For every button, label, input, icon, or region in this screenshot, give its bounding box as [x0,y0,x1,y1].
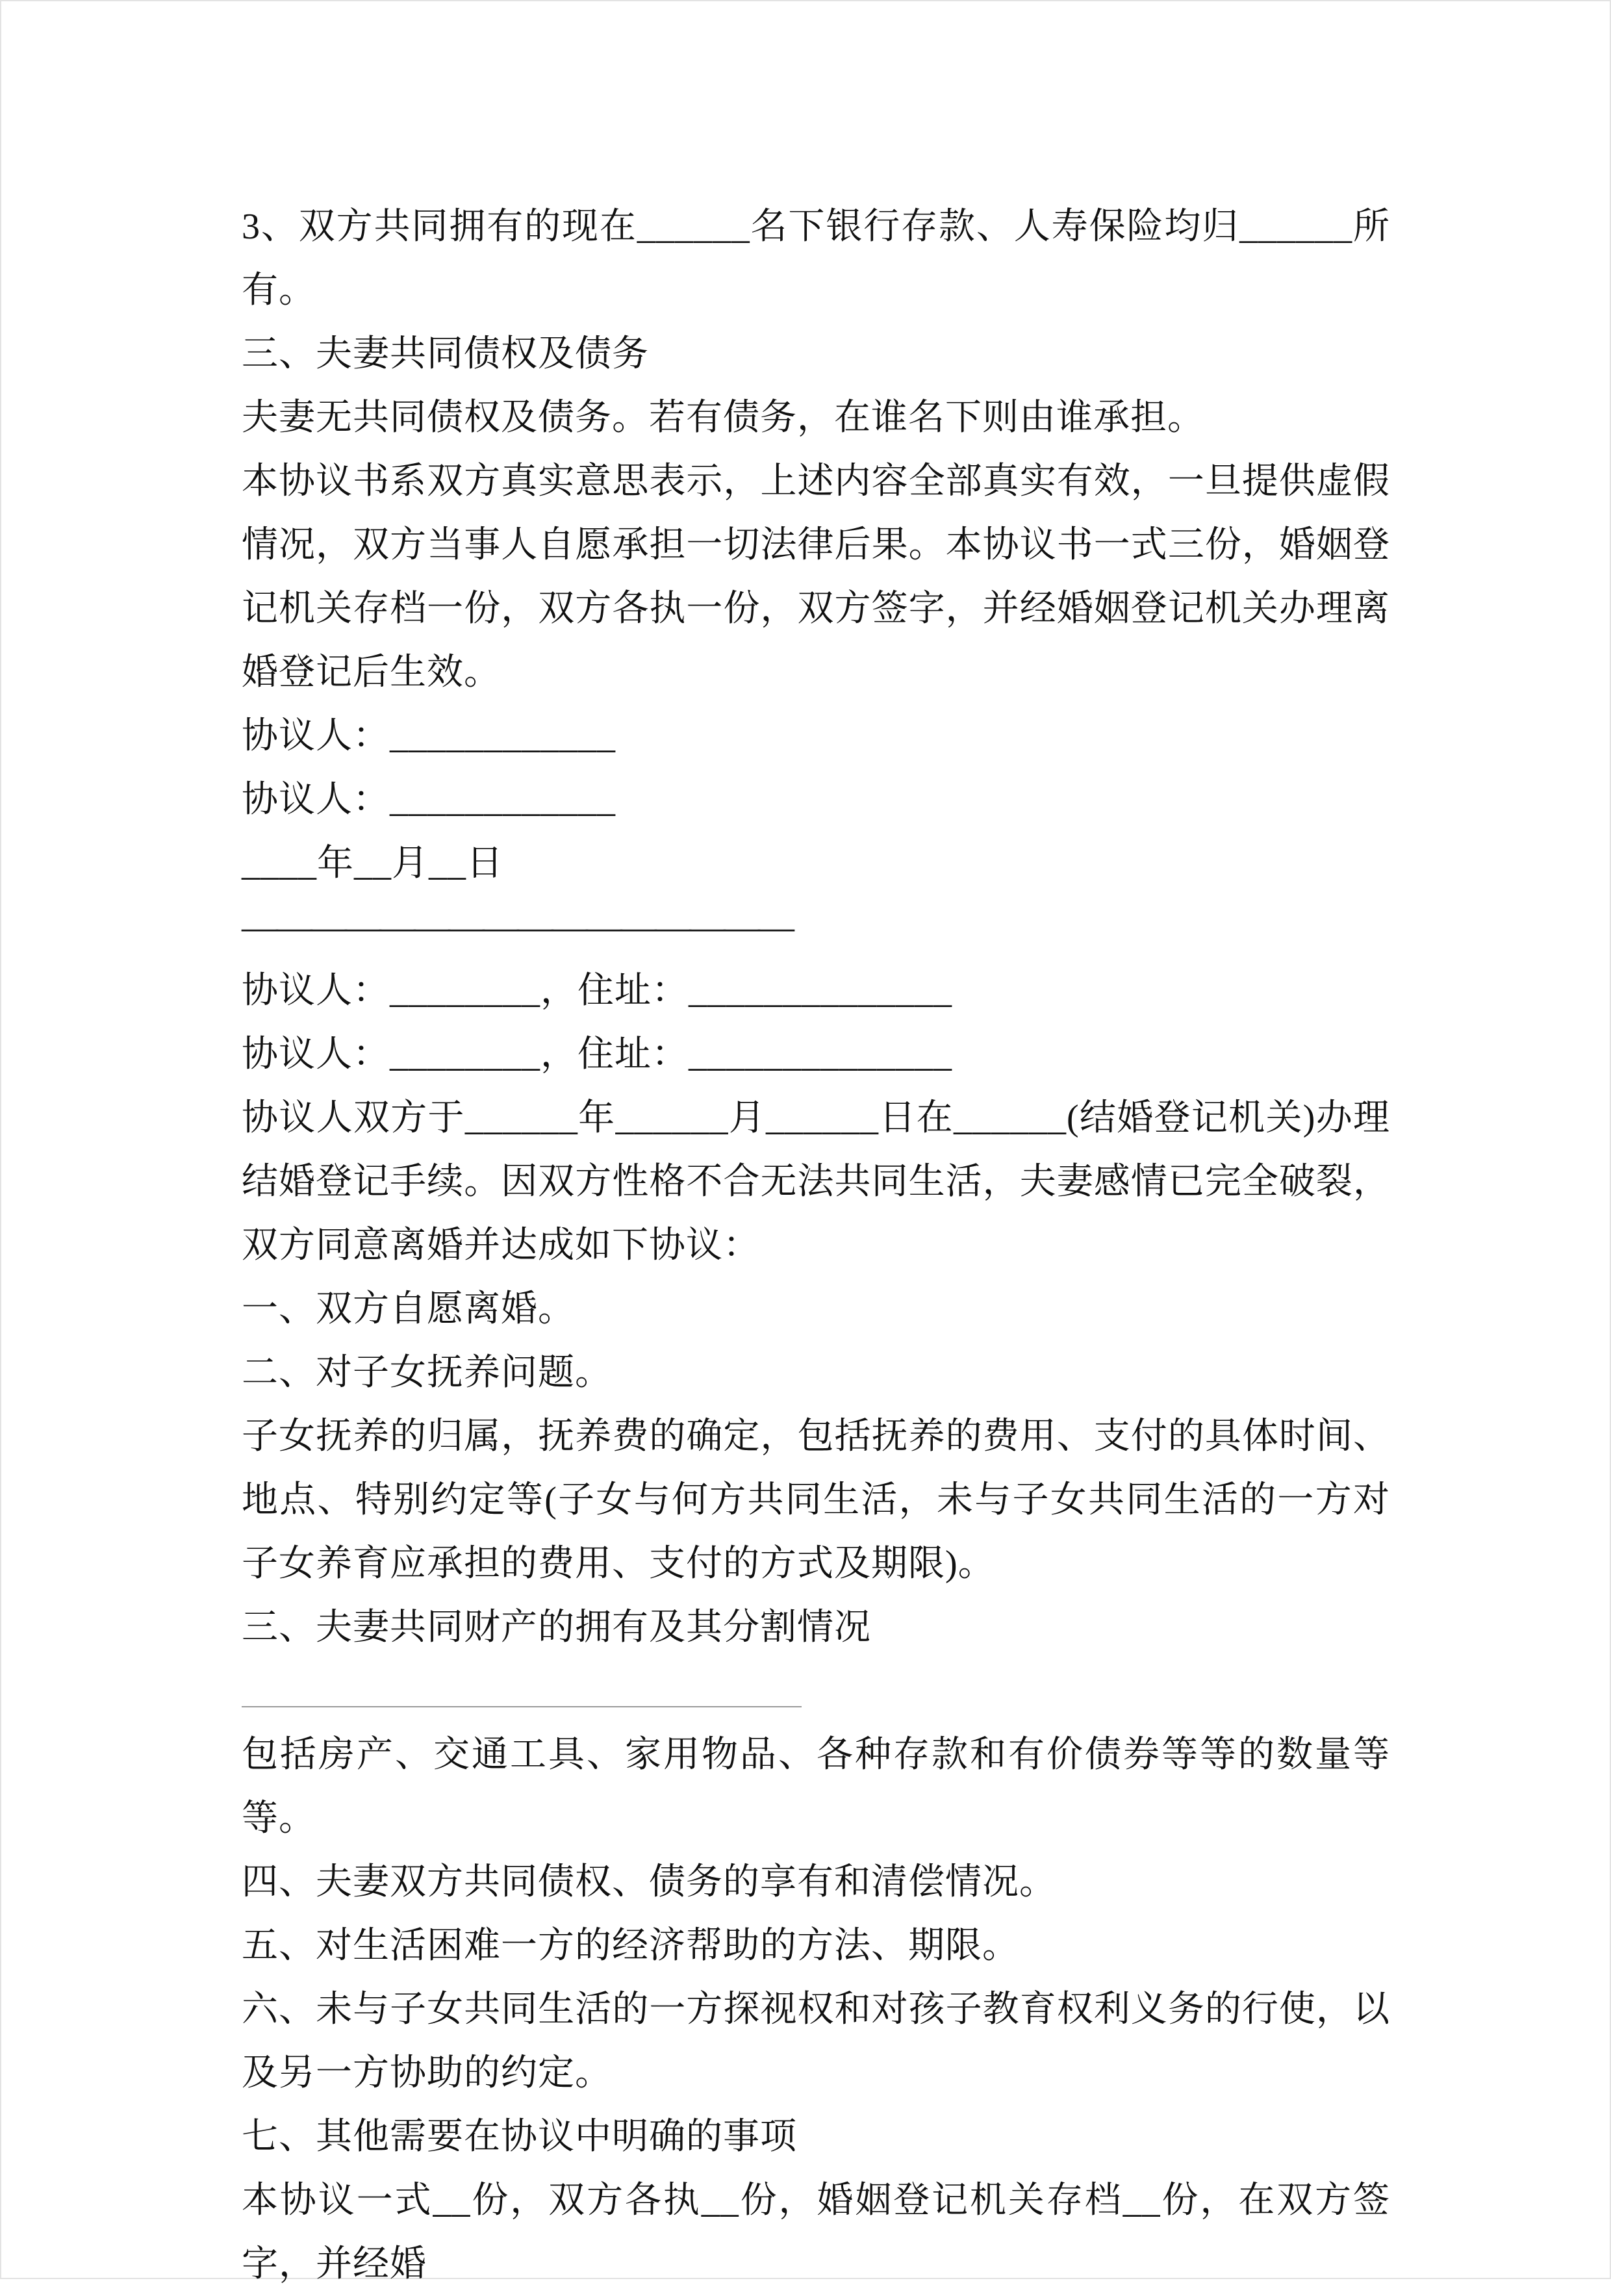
section-divider-dashes: ———————————————— [242,907,793,947]
paragraph-marriage-registration: 协议人双方于______年______月______日在______(结婚登记机关)办理结婚登记手续。因双方性格不合无法共同生活，夫妻感情已完全破裂，双方同意离婚并达成如下协议： [242,1098,1390,1266]
blank-fill-in-underline [242,1659,1390,1723]
date-line: ____年__月__日 [242,843,503,884]
signature-line-party-b: 协议人：____________ [242,780,616,820]
paragraph-custody-details: 子女抚养的归属，抚养费的确定，包括抚养的费用、支付的具体时间、地点、特别约定等(子女与何方共同生活，未与子女共同生活的一方对子女养育应承担的费用、支付的方式及期限)。 [242,1416,1390,1584]
clause-two-child-custody: 二、对子女抚养问题。 [242,1353,612,1393]
clause-seven-other-matters: 七、其他需要在协议中明确的事项 [242,2117,797,2157]
paragraph-debts-statement: 夫妻无共同债权及债务。若有债务，在谁名下则由谁承担。 [242,398,1204,438]
paragraph-validity-statement: 本协议书系双方真实意思表示，上述内容全部真实有效，一旦提供虚假情况，双方当事人自愿承担一切法律后果。本协议书一式三份，婚姻登记机关存档一份，双方各执一份，双方签字，并经婚姻登记机关办理离婚登记后生效。 [242,461,1390,693]
paragraph-copies-statement: 本协议一式__份，双方各执__份，婚姻登记机关存档__份，在双方签字，并经婚 [242,2180,1390,2284]
clause-five-economic-assistance: 五、对生活困难一方的经济帮助的方法、期限。 [242,1926,1019,1966]
paragraph-clause-3-property: 3、双方共同拥有的现在______名下银行存款、人寿保险均归______所有。 [242,207,1390,311]
clause-three-property-division: 三、夫妻共同财产的拥有及其分割情况 [242,1607,871,1648]
party-b-name-address-line: 协议人：________，住址：______________ [242,1034,952,1075]
signature-line-party-a: 协议人：____________ [242,716,616,756]
party-a-name-address-line: 协议人：________，住址：______________ [242,971,952,1011]
clause-one-voluntary-divorce: 一、双方自愿离婚。 [242,1289,575,1329]
clause-four-debt-settlement: 四、夫妻双方共同债权、债务的享有和清偿情况。 [242,1862,1056,1902]
heading-clause-three-debts: 三、夫妻共同债权及债务 [242,334,649,374]
clause-six-visitation-rights: 六、未与子女共同生活的一方探视权和对孩子教育权利义务的行使，以及另一方协助的约定。 [242,1989,1390,2093]
underline-rule [242,1659,802,1707]
document-body [242,195,1390,2296]
paragraph-property-examples: 包括房产、交通工具、家用物品、各种存款和有价债券等等的数量等等。 [242,1735,1390,1839]
